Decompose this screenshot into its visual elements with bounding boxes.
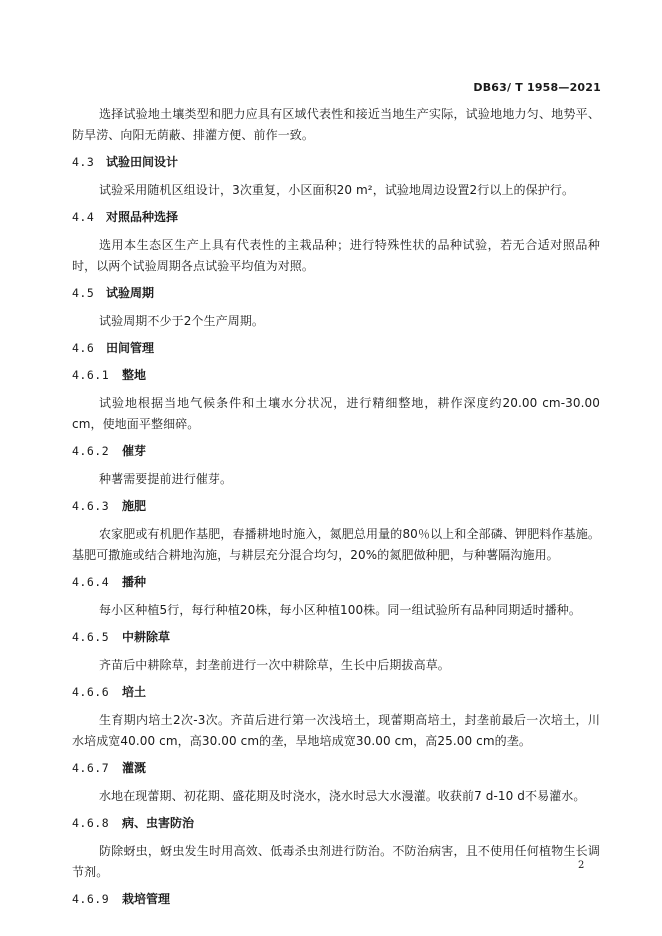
subsection-title: 灌溉	[122, 761, 147, 775]
subsection-title: 病、虫害防治	[122, 816, 195, 830]
subsection-number: 4.6.8	[72, 816, 110, 830]
subsection-number: 4.6.6	[72, 685, 110, 699]
subsection-heading-4-6-5	[72, 628, 600, 646]
paragraph: 防除蚜虫，蚜虫发生时用高效、低毒杀虫剂进行防治。不防治病害，且不使用任何植物生长调节剂。	[72, 844, 600, 879]
paragraph: 水地在现蕾期、初花期、盛花期及时浇水，浇水时忌大水漫灌。收获前7 d-10 d不易灌水。	[99, 789, 586, 803]
paragraph: 生育期内培土2次-3次。齐苗后进行第一次浅培土，现蕾期高培土，封垄前最后一次培土，川水培成宽40.00 cm，高30.00 cm的垄，旱地培成宽30.00 cm，高25.00 cm的垄。	[72, 713, 600, 748]
page-number: 2	[578, 860, 585, 871]
paragraph: 试验地根据当地气候条件和土壤水分状况，进行精细整地，耕作深度约20.00 cm-30.00 cm，使地面平整细碎。	[72, 396, 600, 431]
subsection-title: 催芽	[122, 444, 147, 458]
subsection-heading-4-6-8	[72, 814, 600, 832]
subsection-heading-4-6-3	[72, 497, 600, 515]
paragraph: 每小区种植5行，每行种植20株，每小区种植100株。同一组试验所有品种同期适时播种。	[99, 603, 582, 617]
subsection-title: 播种	[122, 575, 147, 589]
document-body	[72, 104, 600, 917]
subsection-title: 整地	[122, 368, 147, 382]
section-number: 4.5	[72, 286, 95, 300]
subsection-number: 4.6.5	[72, 630, 110, 644]
section-number: 4.6	[72, 341, 95, 355]
section-title: 田间管理	[106, 341, 155, 355]
paragraph: 试验周期不少于2个生产周期。	[99, 314, 265, 328]
subsection-heading-4-6-1	[72, 366, 600, 384]
subsection-title: 中耕除草	[122, 630, 171, 644]
section-title: 试验田间设计	[106, 155, 179, 169]
subsection-number: 4.6.3	[72, 499, 110, 513]
section-heading-4-6	[72, 339, 600, 357]
subsection-number: 4.6.9	[72, 892, 110, 906]
paragraph: 种薯需要提前进行催芽。	[99, 472, 233, 486]
subsection-heading-4-6-2	[72, 442, 600, 460]
subsection-title: 施肥	[122, 499, 147, 513]
section-title: 对照品种选择	[106, 210, 179, 224]
subsection-heading-4-6-9	[72, 890, 600, 908]
document-code: DB63/ T 1958—2021	[473, 81, 601, 94]
subsection-number: 4.6.1	[72, 368, 110, 382]
section-title: 试验周期	[106, 286, 155, 300]
subsection-number: 4.6.7	[72, 761, 110, 775]
paragraph: 农家肥或有机肥作基肥，春播耕地时施入，氮肥总用量的80％以上和全部磷、钾肥料作基施。基肥可撒施或结合耕地沟施，与耕层充分混合均匀，20%的氮肥做种肥，与种薯隔沟施用。	[72, 527, 600, 562]
section-heading-4-4	[72, 208, 600, 226]
subsection-number: 4.6.4	[72, 575, 110, 589]
paragraph: 试验采用随机区组设计，3次重复，小区面积20 m²，试验地周边设置2行以上的保护行。	[99, 183, 575, 197]
subsection-title: 培土	[122, 685, 147, 699]
subsection-heading-4-6-6	[72, 683, 600, 701]
section-number: 4.3	[72, 155, 95, 169]
section-heading-4-3	[72, 153, 600, 171]
paragraph: 齐苗后中耕除草，封垄前进行一次中耕除草，生长中后期拔高草。	[99, 658, 450, 672]
paragraph: 选择试验地土壤类型和肥力应具有区域代表性和接近当地生产实际，试验地地力匀、地势平、防旱涝、向阳无荫蔽、排灌方便、前作一致。	[72, 107, 600, 142]
subsection-title: 栽培管理	[122, 892, 171, 906]
subsection-heading-4-6-7	[72, 759, 600, 777]
section-number: 4.4	[72, 210, 95, 224]
section-heading-4-5	[72, 284, 600, 302]
paragraph: 选用本生态区生产上具有代表性的主栽品种；进行特殊性状的品种试验，若无合适对照品种时，以两个试验周期各点试验平均值为对照。	[72, 238, 600, 273]
subsection-number: 4.6.2	[72, 444, 110, 458]
subsection-heading-4-6-4	[72, 573, 600, 591]
